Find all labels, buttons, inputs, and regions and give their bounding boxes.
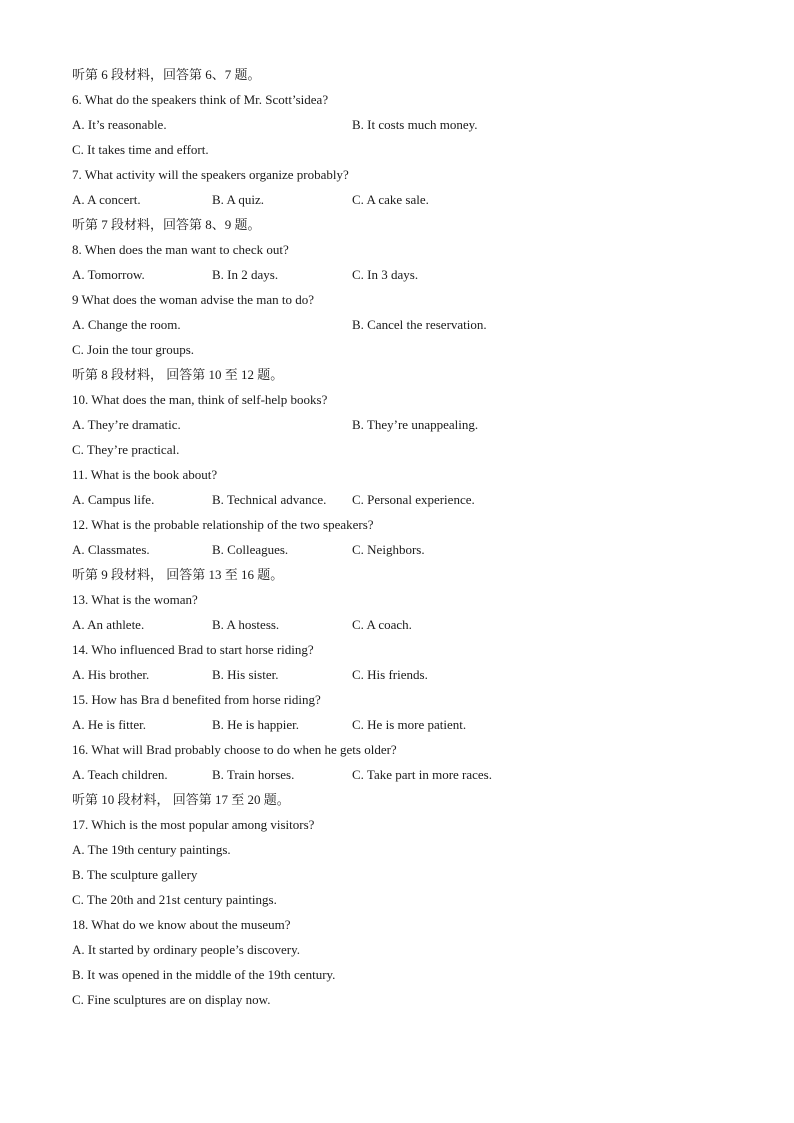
question-7-option-b: B. A quiz.	[212, 192, 265, 207]
question-13-options	[72, 612, 752, 637]
question-12-option-b: B. Colleagues.	[212, 542, 289, 557]
question-14-option-a: A. His brother.	[72, 667, 150, 682]
question-14-option-c: C. His friends.	[352, 667, 428, 682]
question-18-option-a: A. It started by ordinary people’s discovery.	[72, 942, 301, 957]
question-18-stem: 18. What do we know about the museum?	[72, 917, 291, 932]
question-12-option-a: A. Classmates.	[72, 542, 150, 557]
question-10-options-row1	[72, 412, 752, 437]
question-15-option-b: B. He is happier.	[212, 717, 300, 732]
question-12-stem: 12. What is the probable relationship of the two speakers?	[72, 517, 374, 532]
section-header-10: 听第 10 段材料， 回答第 17 至 20 题。	[72, 792, 290, 807]
question-14-options	[72, 662, 752, 687]
question-11-options	[72, 487, 752, 512]
question-18-option-b: B. It was opened in the middle of the 19th century.	[72, 967, 336, 982]
section-header-8: 听第 8 段材料， 回答第 10 至 12 题。	[72, 367, 284, 382]
question-6-option-c: C. It takes time and effort.	[72, 142, 209, 157]
question-8-option-b: B. In 2 days.	[212, 267, 279, 282]
question-11-option-c: C. Personal experience.	[352, 492, 475, 507]
question-13-option-c: C. A coach.	[352, 617, 412, 632]
question-7-options	[72, 187, 752, 212]
question-8-option-a: A. Tomorrow.	[72, 267, 145, 282]
question-17-option-c: C. The 20th and 21st century paintings.	[72, 892, 277, 907]
question-17-stem: 17. Which is the most popular among visitors?	[72, 817, 315, 832]
section-header-6: 听第 6 段材料，回答第 6、7 题。	[72, 67, 261, 82]
section-header-7: 听第 7 段材料，回答第 8、9 题。	[72, 217, 261, 232]
question-7-option-c: C. A cake sale.	[352, 192, 429, 207]
question-10-stem: 10. What does the man, think of self-help books?	[72, 392, 328, 407]
question-6-options-row1	[72, 112, 752, 137]
listening-section	[72, 62, 752, 1012]
question-9-stem: 9 What does the woman advise the man to do?	[72, 292, 315, 307]
question-13-stem: 13. What is the woman?	[72, 592, 198, 607]
question-6-stem: 6. What do the speakers think of Mr. Scott’sidea?	[72, 92, 329, 107]
question-17-option-b: B. The sculpture gallery	[72, 867, 198, 882]
question-7-stem: 7. What activity will the speakers organize probably?	[72, 167, 349, 182]
question-11-option-a: A. Campus life.	[72, 492, 155, 507]
question-14-option-b: B. His sister.	[212, 667, 279, 682]
question-12-option-c: C. Neighbors.	[352, 542, 425, 557]
question-16-option-b: B. Train horses.	[212, 767, 295, 782]
question-16-option-c: C. Take part in more races.	[352, 767, 492, 782]
question-10-option-c: C. They’re practical.	[72, 442, 180, 457]
question-10-option-a: A. They’re dramatic.	[72, 417, 181, 432]
question-6-option-a: A. It’s reasonable.	[72, 117, 167, 132]
question-13-option-a: A. An athlete.	[72, 617, 145, 632]
question-8-stem: 8. When does the man want to check out?	[72, 242, 289, 257]
question-9-options-row1	[72, 312, 752, 337]
question-7-option-a: A. A concert.	[72, 192, 141, 207]
question-11-stem: 11. What is the book about?	[72, 467, 218, 482]
question-16-options	[72, 762, 752, 787]
question-15-option-c: C. He is more patient.	[352, 717, 467, 732]
question-16-stem: 16. What will Brad probably choose to do when he gets older?	[72, 742, 397, 757]
question-15-options	[72, 712, 752, 737]
question-16-option-a: A. Teach children.	[72, 767, 168, 782]
question-8-option-c: C. In 3 days.	[352, 267, 419, 282]
section-header-9: 听第 9 段材料， 回答第 13 至 16 题。	[72, 567, 284, 582]
question-6-option-b: B. It costs much money.	[352, 117, 478, 132]
question-14-stem: 14. Who influenced Brad to start horse riding?	[72, 642, 314, 657]
question-9-option-b: B. Cancel the reservation.	[352, 317, 487, 332]
question-13-option-b: B. A hostess.	[212, 617, 280, 632]
question-11-option-b: B. Technical advance.	[212, 492, 327, 507]
question-8-options	[72, 262, 752, 287]
question-15-option-a: A. He is fitter.	[72, 717, 147, 732]
question-9-option-a: A. Change the room.	[72, 317, 181, 332]
question-10-option-b: B. They’re unappealing.	[352, 417, 479, 432]
question-18-option-c: C. Fine sculptures are on display now.	[72, 992, 271, 1007]
question-9-option-c: C. Join the tour groups.	[72, 342, 195, 357]
question-17-option-a: A. The 19th century paintings.	[72, 842, 231, 857]
question-12-options	[72, 537, 752, 562]
question-15-stem: 15. How has Bra d benefited from horse riding?	[72, 692, 321, 707]
